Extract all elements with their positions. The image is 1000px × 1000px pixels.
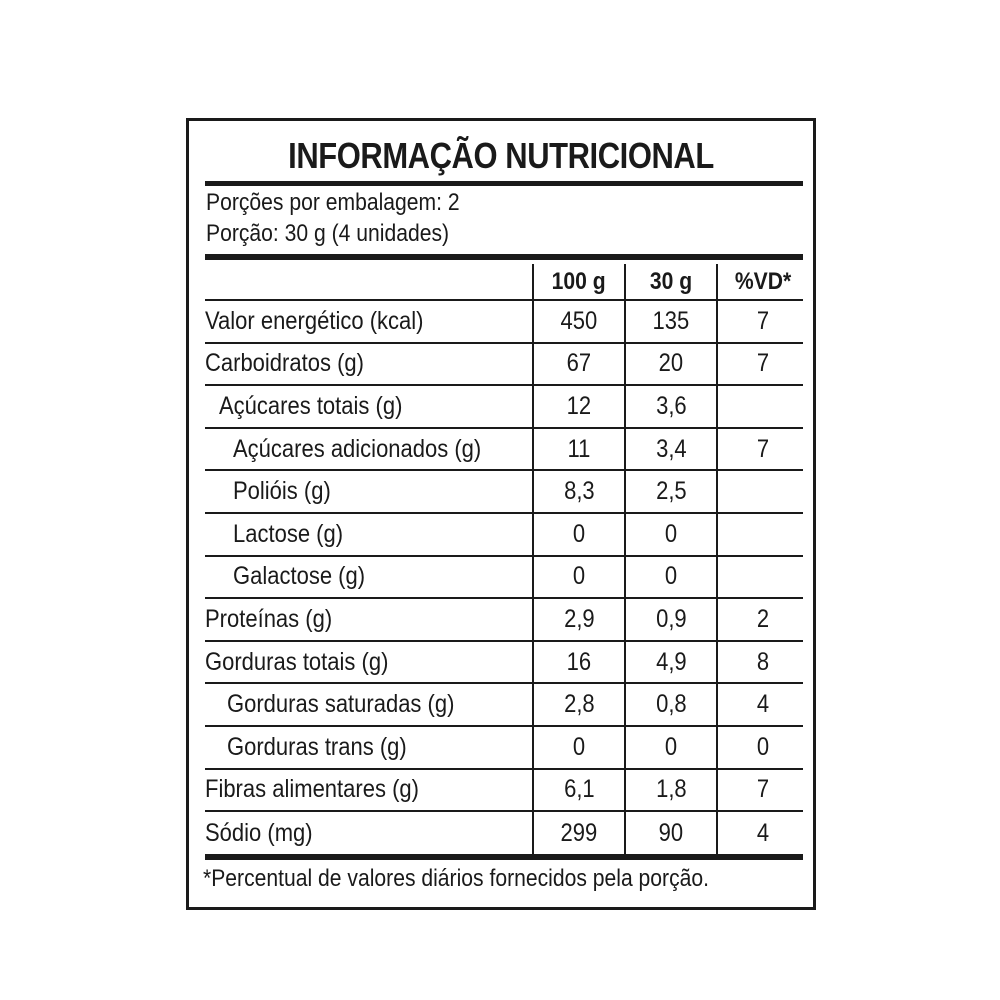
table-row xyxy=(205,514,803,557)
value-30g: 0 xyxy=(664,732,678,761)
serving-divider xyxy=(205,254,803,260)
footnote: *Percentual de valores diários fornecidos pela porção. xyxy=(203,865,710,892)
nutrient-name: Gorduras trans (g) xyxy=(227,732,407,761)
header-vd: %VD* xyxy=(734,267,792,295)
label-title: INFORMAÇÃO NUTRICIONAL xyxy=(288,135,714,176)
value-vd: 7 xyxy=(756,775,770,804)
value-100g: 6,1 xyxy=(563,775,595,804)
header-30g: 30 g xyxy=(649,267,693,295)
value-100g: 11 xyxy=(567,434,591,463)
value-vd: 7 xyxy=(756,306,770,335)
servings-per-package: Porções por embalagem: 2 xyxy=(206,189,460,216)
value-vd xyxy=(717,386,809,427)
value-30g: 3,6 xyxy=(655,391,687,420)
value-100g: 2,8 xyxy=(563,690,595,719)
value-30g: 135 xyxy=(652,306,690,335)
value-100g: 0 xyxy=(572,732,586,761)
table-row xyxy=(205,344,803,387)
value-100g: 2,9 xyxy=(563,604,595,633)
value-100g: 16 xyxy=(566,647,592,676)
value-100g: 8,3 xyxy=(563,477,595,506)
value-vd: 0 xyxy=(756,732,770,761)
nutrient-name: Gorduras saturadas (g) xyxy=(227,690,455,719)
value-30g: 3,4 xyxy=(655,434,687,463)
value-vd: 7 xyxy=(756,434,770,463)
table-header-row xyxy=(205,264,803,301)
value-vd: 7 xyxy=(756,349,770,378)
value-30g: 90 xyxy=(658,818,684,847)
table-row xyxy=(205,301,803,344)
header-nutrient xyxy=(205,264,533,299)
nutrient-name: Galactose (g) xyxy=(233,562,366,591)
value-vd: 8 xyxy=(756,647,770,676)
column-divider-2 xyxy=(624,264,626,854)
table-row xyxy=(205,770,803,813)
nutrient-name: Fibras alimentares (g) xyxy=(205,775,419,804)
value-30g: 2,5 xyxy=(655,477,687,506)
nutrient-name: Lactose (g) xyxy=(233,519,344,548)
value-100g: 0 xyxy=(572,519,586,548)
value-100g: 0 xyxy=(572,562,586,591)
nutrient-name: Proteínas (g) xyxy=(205,604,333,633)
value-vd: 2 xyxy=(756,604,770,633)
value-30g: 4,9 xyxy=(655,647,687,676)
value-30g: 0,9 xyxy=(655,604,687,633)
table-row xyxy=(205,812,803,855)
nutrient-name: Polióis (g) xyxy=(233,477,331,506)
table-row xyxy=(205,599,803,642)
value-30g: 0,8 xyxy=(655,690,687,719)
footer-divider xyxy=(205,854,803,860)
column-divider-1 xyxy=(532,264,534,854)
nutrient-name: Carboidratos (g) xyxy=(205,349,364,378)
table-row xyxy=(205,471,803,514)
value-100g: 450 xyxy=(560,306,598,335)
value-100g: 299 xyxy=(560,818,598,847)
value-100g: 67 xyxy=(566,349,592,378)
table-row xyxy=(205,642,803,685)
column-divider-3 xyxy=(716,264,718,854)
header-100g: 100 g xyxy=(551,267,607,295)
serving-size: Porção: 30 g (4 unidades) xyxy=(206,220,450,247)
value-vd: 4 xyxy=(756,690,770,719)
table-row xyxy=(205,684,803,727)
table-row xyxy=(205,727,803,770)
value-30g: 20 xyxy=(658,349,684,378)
value-vd xyxy=(717,557,809,598)
value-30g: 0 xyxy=(664,519,678,548)
value-30g: 1,8 xyxy=(655,775,687,804)
value-vd xyxy=(717,471,809,512)
nutrition-facts-label xyxy=(186,118,816,910)
nutrient-name: Açúcares adicionados (g) xyxy=(233,434,482,463)
title-divider xyxy=(205,181,803,186)
table-row xyxy=(205,386,803,429)
value-30g: 0 xyxy=(664,562,678,591)
nutrient-name: Açúcares totais (g) xyxy=(219,391,403,420)
nutrient-name: Valor energético (kcal) xyxy=(205,306,424,335)
table-row xyxy=(205,557,803,600)
table-row xyxy=(205,429,803,472)
nutrition-table xyxy=(205,264,803,854)
value-100g: 12 xyxy=(566,391,592,420)
value-vd xyxy=(717,514,809,555)
value-vd: 4 xyxy=(756,818,770,847)
nutrient-name: Gorduras totais (g) xyxy=(205,647,389,676)
nutrient-name: Sódio (mg) xyxy=(205,818,313,847)
